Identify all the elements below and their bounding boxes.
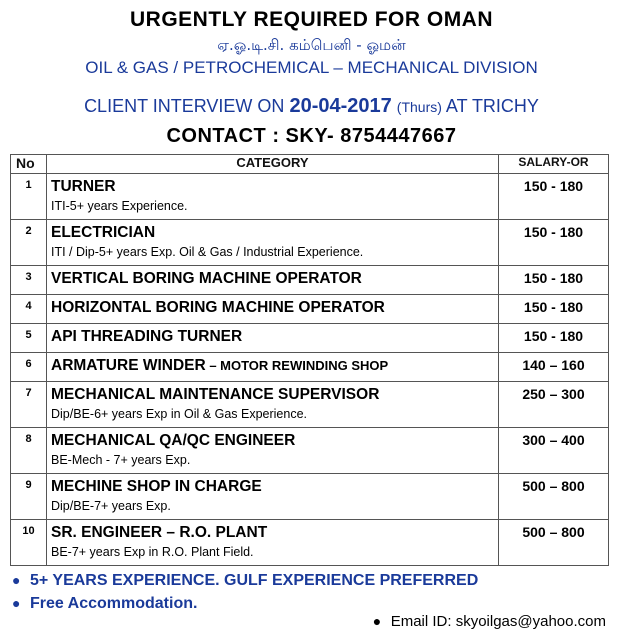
row-number: 5: [11, 324, 47, 353]
row-category: [47, 474, 499, 520]
note-text: 5+ YEARS EXPERIENCE. GULF EXPERIENCE PREFERRED: [30, 572, 479, 589]
interview-line: [0, 95, 623, 118]
job-title: [51, 478, 498, 496]
header-salary: SALARY-OR: [499, 155, 609, 174]
table-row: [11, 474, 609, 520]
row-category: [47, 174, 499, 220]
page-title: URGENTLY REQUIRED FOR OMAN: [129, 8, 494, 31]
job-title-text: MECHANICAL MAINTENANCE SUPERVISOR: [51, 386, 380, 403]
table-row: [11, 324, 609, 353]
job-requirement: Dip/BE-6+ years Exp in Oil & Gas Experience.: [51, 407, 308, 421]
email-text: Email ID: skyoilgas@yahoo.com: [390, 613, 606, 630]
job-title: [51, 224, 498, 242]
table-row: [11, 520, 609, 566]
row-salary: 150 - 180: [499, 174, 609, 220]
row-category: [47, 353, 499, 382]
row-salary: 150 - 180: [499, 220, 609, 266]
job-title-text: ARMATURE WINDER: [51, 357, 206, 374]
table-row: [11, 266, 609, 295]
row-category: [47, 324, 499, 353]
row-number: 9: [11, 474, 47, 520]
interview-location: AT TRICHY: [445, 96, 539, 116]
job-title: [51, 357, 498, 375]
bullet-icon: ●: [12, 595, 21, 611]
table-row: [11, 295, 609, 324]
row-salary: 300 – 400: [499, 428, 609, 474]
job-requirement: Dip/BE-7+ years Exp.: [51, 499, 171, 513]
row-salary: 500 – 800: [499, 474, 609, 520]
header-category: CATEGORY: [47, 155, 499, 174]
row-category: [47, 220, 499, 266]
row-category: [47, 382, 499, 428]
job-requirement: BE-Mech - 7+ years Exp.: [51, 453, 191, 467]
row-salary: 250 – 300: [499, 382, 609, 428]
job-title: [51, 432, 498, 450]
interview-date: 20-04-2017: [289, 95, 392, 117]
table-row: [11, 174, 609, 220]
row-salary: 500 – 800: [499, 520, 609, 566]
job-title: [51, 178, 498, 196]
tamil-company-line: ஏ.ஓ.டி.சி. கம்பெனி - ஓமன்: [217, 36, 406, 54]
row-salary: 150 - 180: [499, 324, 609, 353]
job-title-text: VERTICAL BORING MACHINE OPERATOR: [51, 270, 362, 287]
row-number: 3: [11, 266, 47, 295]
row-category: [47, 428, 499, 474]
notes-list: [12, 569, 612, 615]
note-item: [12, 569, 612, 592]
contact-line: CONTACT : SKY- 8754447667: [166, 125, 457, 147]
row-number: 7: [11, 382, 47, 428]
row-number: 8: [11, 428, 47, 474]
job-requirement: ITI / Dip-5+ years Exp. Oil & Gas / Industrial Experience.: [51, 245, 364, 259]
job-title: [51, 270, 498, 288]
bullet-icon: ●: [12, 572, 21, 588]
jobs-table: [10, 154, 609, 566]
job-title: [51, 299, 498, 317]
row-number: 2: [11, 220, 47, 266]
row-category: [47, 266, 499, 295]
job-title-text: HORIZONTAL BORING MACHINE OPERATOR: [51, 299, 385, 316]
job-title: [51, 524, 498, 542]
email-line: [373, 613, 606, 630]
header-no: No: [11, 155, 47, 174]
job-title-text: TURNER: [51, 178, 116, 195]
row-category: [47, 520, 499, 566]
row-number: 4: [11, 295, 47, 324]
row-number: 1: [11, 174, 47, 220]
table-row: [11, 428, 609, 474]
job-title-text: SR. ENGINEER – R.O. PLANT: [51, 524, 268, 541]
job-title: [51, 328, 498, 346]
interview-day: (Thurs): [396, 99, 442, 115]
note-text: Free Accommodation.: [30, 595, 198, 612]
note-item: [12, 592, 612, 615]
job-title-text: MECHINE SHOP IN CHARGE: [51, 478, 262, 495]
job-title-text: API THREADING TURNER: [51, 328, 243, 345]
row-category: [47, 295, 499, 324]
division-heading: OIL & GAS / PETROCHEMICAL – MECHANICAL DIVISION: [85, 58, 538, 77]
row-salary: 140 – 160: [499, 353, 609, 382]
job-title-text: ELECTRICIAN: [51, 224, 156, 241]
job-title: [51, 386, 498, 404]
bullet-icon: ●: [372, 613, 382, 629]
job-requirement: BE-7+ years Exp in R.O. Plant Field.: [51, 545, 254, 559]
table-row: [11, 353, 609, 382]
row-number: 6: [11, 353, 47, 382]
table-row: [11, 382, 609, 428]
row-salary: 150 - 180: [499, 266, 609, 295]
table-row: [11, 220, 609, 266]
job-subtitle: – MOTOR REWINDING SHOP: [205, 358, 389, 373]
job-requirement: ITI-5+ years Experience.: [51, 199, 188, 213]
row-salary: 150 - 180: [499, 295, 609, 324]
job-title-text: MECHANICAL QA/QC ENGINEER: [51, 432, 296, 449]
row-number: 10: [11, 520, 47, 566]
interview-prefix: CLIENT INTERVIEW ON: [84, 96, 285, 116]
table-header-row: [11, 155, 609, 174]
